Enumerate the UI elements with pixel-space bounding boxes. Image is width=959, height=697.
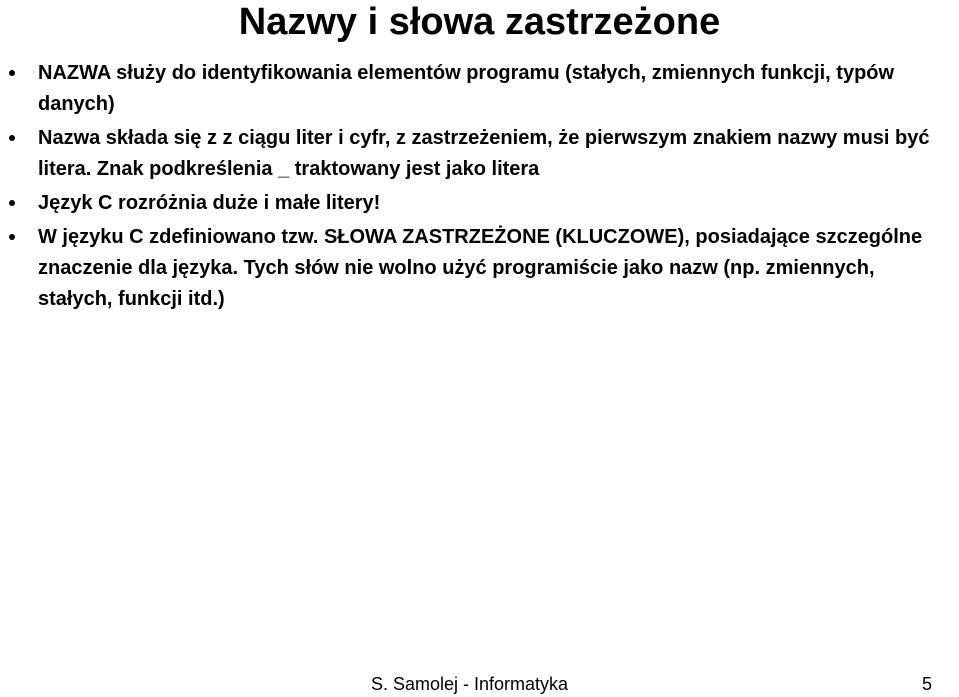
bullet-item	[0, 222, 959, 315]
bullet-item	[0, 58, 959, 120]
bullet-text: W języku C zdefiniowano tzw. SŁOWA ZASTRZEŻONE (KLUCZOWE), posiadające szczególne znaczenie dla języka. Tych słów nie wolno użyć programiście jako nazw (np. zmiennych, stałych, funkcji itd.)	[38, 226, 923, 310]
bullet-dot-icon	[9, 200, 15, 206]
slide-footer	[0, 672, 959, 697]
bullet-list	[0, 58, 959, 318]
bullet-text: Język C rozróżnia duże i małe litery!	[38, 192, 381, 214]
bullet-dot-icon	[9, 70, 15, 76]
slide-title: Nazwy i słowa zastrzeżone	[238, 1, 721, 43]
bullet-item	[0, 188, 959, 219]
bullet-text: Nazwa składa się z z ciągu liter i cyfr, z zastrzeżeniem, że pierwszym znakiem nazwy musi być litera. Znak podkreślenia _ traktowany jest jako litera	[38, 127, 930, 180]
footer-author: S. Samolej - Informatyka	[371, 674, 569, 694]
bullet-item	[0, 123, 959, 185]
bullet-dot-icon	[9, 135, 15, 141]
page-number: 5	[922, 674, 933, 694]
bullet-text: NAZWA służy do identyfikowania elementów programu (stałych, zmiennych funkcji, typów danych)	[38, 62, 895, 115]
bullet-dot-icon	[9, 234, 15, 240]
